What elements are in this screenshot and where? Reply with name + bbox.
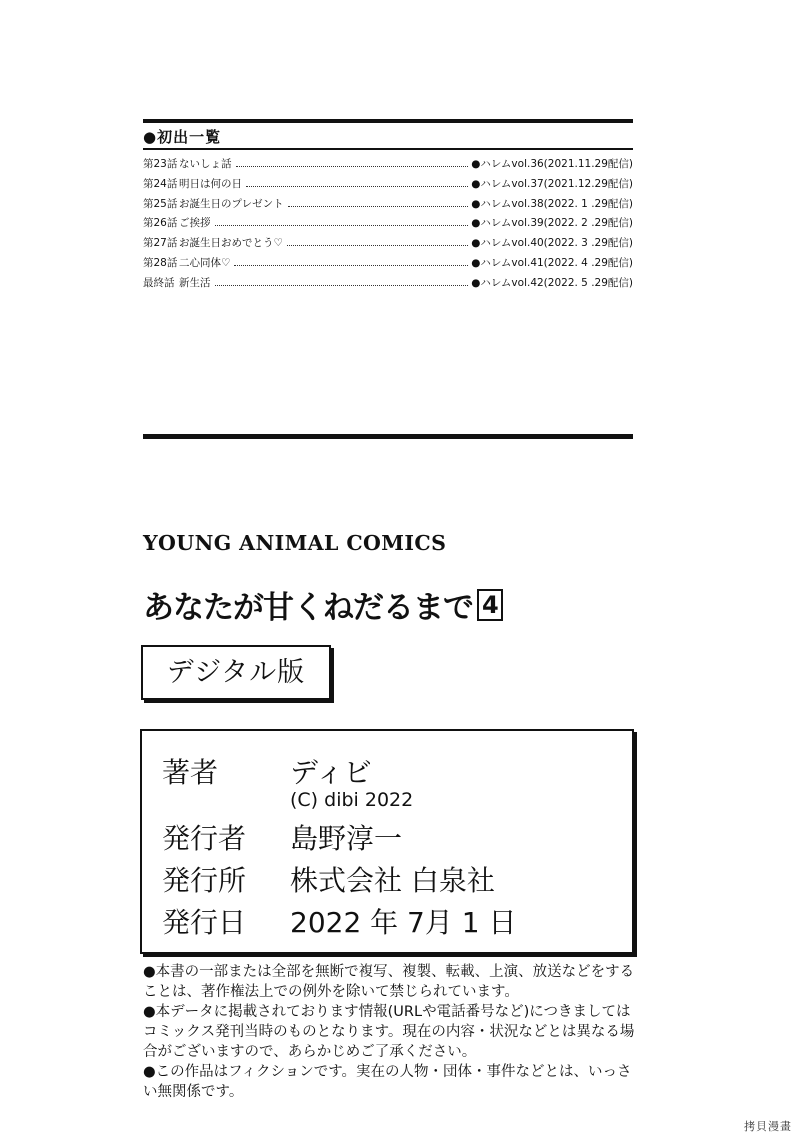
information-notice: ●本データに掲載されております情報(URLや電話番号など)につきましてはコミックス発刊当時のものとなります。現在の内容・状況などとは異なる場合がございますので、あらかじめご了承ください。 — [143, 1004, 635, 1060]
legal-notices — [143, 962, 643, 1102]
list-item — [143, 215, 633, 235]
copyright-notice: ●本書の一部または全部を無断で複写、複製、転載、上演、放送などをすることは、著作権法上での例外を除いて禁じられています。 — [143, 964, 635, 1000]
list-item — [143, 176, 633, 196]
dot-leader — [234, 265, 468, 266]
chapter-title: お誕生日おめでとう♡ — [179, 237, 283, 250]
chapter-number: 第27話 — [143, 237, 178, 250]
first-appearance-list — [143, 156, 633, 295]
chapter-number: 第26話 — [143, 217, 178, 230]
first-appearance-heading: ●初出一覧 — [143, 128, 222, 146]
chapter-number: 第25話 — [143, 197, 178, 210]
list-item — [143, 156, 633, 176]
chapter-source: ●ハレムvol.37(2021.12.29配信) — [471, 177, 633, 190]
chapter-title: 新生活 — [179, 276, 211, 289]
chapter-source: ●ハレムvol.40(2022. 3 .29配信) — [471, 237, 633, 250]
chapter-source: ●ハレムvol.42(2022. 5 .29配信) — [471, 276, 633, 289]
dot-leader — [215, 225, 469, 226]
list-item — [143, 235, 633, 255]
series-name: YOUNG ANIMAL COMICS — [143, 531, 447, 555]
publisher-person-name: 島野淳一 — [290, 822, 403, 855]
author-label: 著者 — [162, 756, 219, 789]
chapter-title: ないしょ話 — [179, 158, 232, 170]
chapter-source: ●ハレムvol.41(2022. 4 .29配信) — [471, 256, 633, 269]
dot-leader — [246, 186, 468, 187]
chapter-number: 第24話 — [143, 177, 178, 190]
list-item — [143, 255, 633, 275]
edition-label: デジタル版 — [141, 645, 331, 700]
chapter-title: 二心同体♡ — [179, 256, 231, 269]
chapter-source: ●ハレムvol.38(2022. 1 .29配信) — [471, 197, 633, 210]
publisher-name: 株式会社 白泉社 — [290, 864, 495, 897]
chapter-number: 最終話 — [143, 276, 175, 289]
publication-date: 2022 年 7月 1 日 — [290, 906, 517, 939]
volume-number: 4 — [477, 589, 503, 621]
dot-leader — [287, 245, 468, 246]
dot-leader — [215, 285, 469, 286]
section-rule — [143, 434, 633, 439]
list-item — [143, 275, 633, 295]
chapter-title: 明日は何の日 — [179, 177, 242, 190]
publisher-person-label: 発行者 — [162, 822, 247, 855]
book-title-text: あなたが甘くねだるまで — [143, 590, 473, 626]
dot-leader — [236, 166, 469, 167]
watermark: 拷貝漫畫 — [744, 1120, 792, 1133]
chapter-number: 第28話 — [143, 256, 178, 269]
book-title — [143, 582, 503, 627]
publisher-label: 発行所 — [162, 864, 247, 897]
chapter-source: ●ハレムvol.39(2022. 2 .29配信) — [471, 217, 633, 230]
copyright-line: (C) dibi 2022 — [290, 789, 414, 811]
colophon-box — [140, 729, 634, 954]
chapter-source: ●ハレムvol.36(2021.11.29配信) — [471, 158, 633, 170]
chapter-number: 第23話 — [143, 158, 178, 170]
fiction-notice: ●この作品はフィクションです。実在の人物・団体・事件などとは、いっさい無関係です。 — [143, 1064, 632, 1100]
dot-leader — [288, 206, 469, 207]
chapter-title: ご挨拶 — [179, 217, 211, 230]
author-name: ディビ — [290, 756, 372, 789]
top-rule — [143, 119, 633, 123]
list-item — [143, 196, 633, 216]
chapter-title: お誕生日のプレゼント — [179, 197, 284, 210]
heading-rule — [143, 148, 633, 150]
publication-date-label: 発行日 — [162, 906, 247, 939]
